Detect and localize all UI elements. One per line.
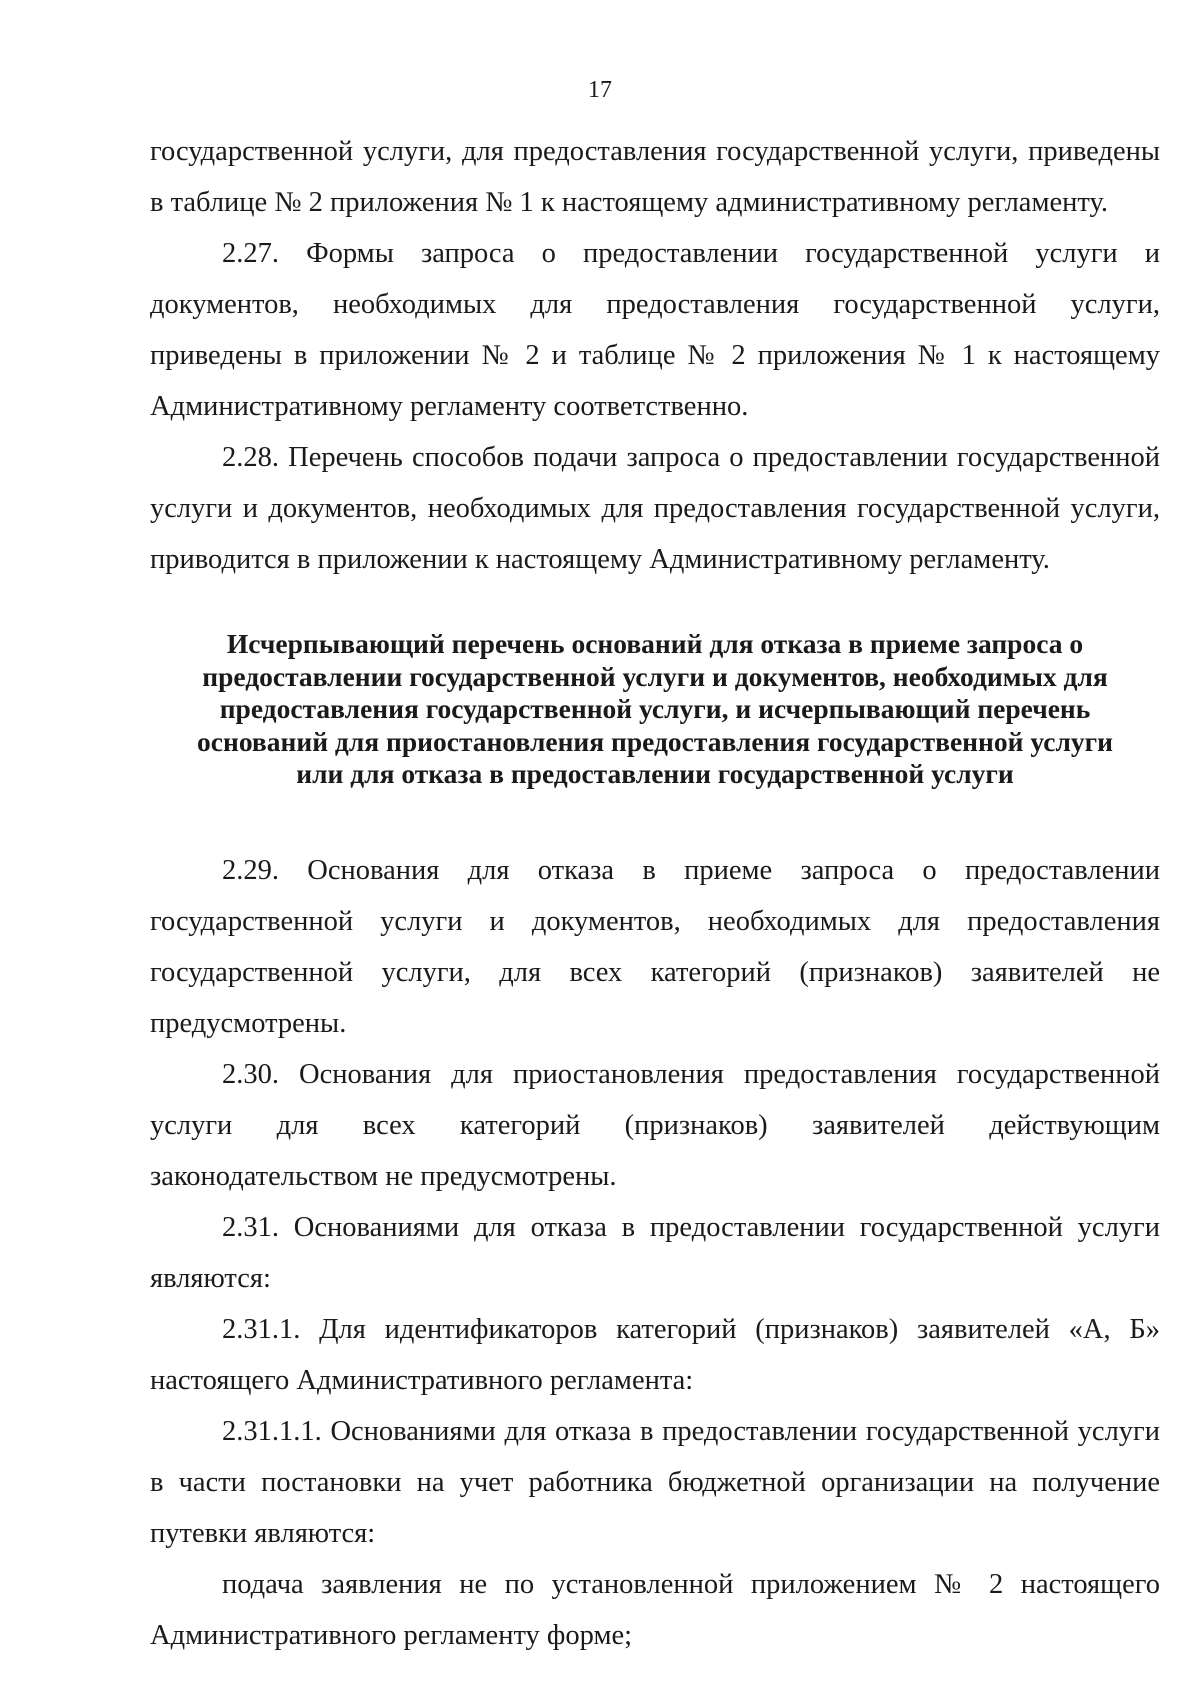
paragraph-2-30: 2.30. Основания для приостановления предоставления государственной услуги для всех категорий (признаков) заявителей действующим законодательством не предусмотрены. — [150, 1059, 1160, 1192]
heading-line: Исчерпывающий перечень оснований для отказа в приеме запроса о — [226, 628, 1084, 659]
paragraph-2-27: 2.27. Формы запроса о предоставлении государственной услуги и документов, необходимых для предоставления государственной услуги, приведены в приложении № 2 и таблице № 2 приложения № 1 к настоящему Административному регламенту соответственно. — [150, 238, 1160, 422]
page-number: 17 — [588, 77, 612, 103]
paragraph-2-29: 2.29. Основания для отказа в приеме запроса о предоставлении государственной услуги и документов, необходимых для предоставления государственной услуги, для всех категорий (признаков) заявителей не предусмотрены. — [150, 855, 1160, 1039]
paragraph-list-item: подача заявления не по установленной приложением № 2 настоящего Административного регламенту форме; — [150, 1569, 1160, 1651]
heading-line: предоставления государственной услуги, и исчерпывающий перечень — [219, 693, 1091, 724]
heading-line: оснований для приостановления предоставления государственной услуги — [197, 725, 1113, 757]
paragraph-2-31-1: 2.31.1. Для идентификаторов категорий (признаков) заявителей «А, Б» настоящего Административного регламента: — [150, 1314, 1160, 1396]
paragraph-2-31: 2.31. Основаниями для отказа в предоставлении государственной услуги являются: — [150, 1212, 1160, 1294]
paragraph-continuation: государственной услуги, для предоставления государственной услуги, приведены в таблице № 2 приложения № 1 к настоящему административному регламенту. — [150, 136, 1160, 218]
section-heading — [150, 628, 1160, 791]
text-section-bottom — [150, 845, 1160, 1661]
text-section-top — [150, 126, 1160, 585]
heading-line: предоставлении государственной услуги и документов, необходимых для — [202, 660, 1108, 692]
paragraph-2-31-1-1: 2.31.1.1. Основаниями для отказа в предоставлении государственной услуги в части постановки на учет работника бюджетной организации на получение путевки являются: — [150, 1416, 1160, 1549]
paragraph-2-28: 2.28. Перечень способов подачи запроса о предоставлении государственной услуги и документов, необходимых для предоставления государственной услуги, приводится в приложении к настоящему Административному регламенту. — [150, 442, 1160, 575]
heading-line: или для отказа в предоставлении государственной услуги — [296, 758, 1014, 789]
